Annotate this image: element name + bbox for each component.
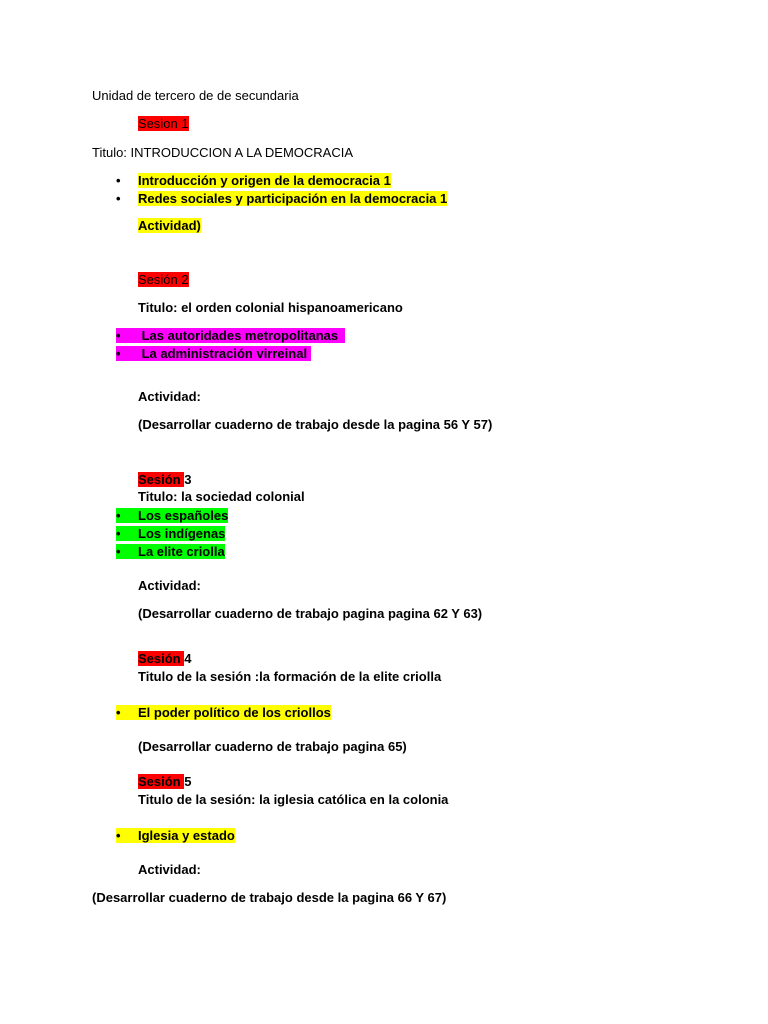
session-3-title: Titulo: la sociedad colonial	[138, 489, 305, 504]
list-item: • Redes sociales y participación en la democracia 1	[116, 191, 448, 206]
session-2-task: (Desarrollar cuaderno de trabajo desde la pagina 56 Y 57)	[138, 417, 493, 432]
session-3-task: (Desarrollar cuaderno de trabajo pagina pagina 62 Y 63)	[138, 606, 483, 621]
session-4-label: Sesión 4	[138, 651, 192, 666]
list-item: • Los españoles	[116, 508, 229, 523]
session-2-activity: Actividad:	[138, 389, 201, 404]
session-5-activity: Actividad:	[138, 862, 201, 877]
session-3-label: Sesión 3	[138, 472, 192, 487]
bullet-icon: •	[116, 346, 121, 361]
list-item: • Las autoridades metropolitanas	[116, 327, 345, 344]
bullet-icon: •	[116, 526, 121, 541]
bullet-icon: •	[116, 544, 121, 559]
list-item: • La elite criolla	[116, 544, 225, 559]
list-item: • Iglesia y estado	[116, 828, 235, 843]
bullet-icon: •	[116, 705, 121, 720]
list-item: • El poder político de los criollos	[116, 705, 331, 720]
list-item: • Los indígenas	[116, 526, 226, 541]
session-2-label: Sesión 2	[138, 272, 189, 287]
list-item: • Introducción y origen de la democracia 1	[116, 173, 391, 188]
bullet-icon: •	[116, 173, 121, 188]
session-5-title: Titulo de la sesión: la iglesia católica en la colonia	[138, 792, 449, 807]
bullet-icon: •	[116, 328, 121, 343]
session-1-label: Sesion 1	[138, 116, 189, 131]
bullet-icon: •	[116, 508, 121, 523]
bullet-icon: •	[116, 191, 121, 206]
session-4-title: Titulo de la sesión :la formación de la elite criolla	[138, 669, 442, 684]
session-5-task: (Desarrollar cuaderno de trabajo desde la pagina 66 Y 67)	[92, 890, 447, 905]
list-item: • La administración virreinal	[116, 345, 311, 362]
session-1-title: Titulo: INTRODUCCION A LA DEMOCRACIA	[92, 145, 354, 160]
session-2-title: Titulo: el orden colonial hispanoamericano	[138, 300, 403, 315]
session-4-task: (Desarrollar cuaderno de trabajo pagina 65)	[138, 739, 407, 754]
bullet-icon: •	[116, 828, 121, 843]
unit-title: Unidad de tercero de de secundaria	[92, 88, 299, 103]
session-5-label: Sesión 5	[138, 774, 192, 789]
session-3-activity: Actividad:	[138, 578, 201, 593]
session-1-activity: Actividad)	[138, 218, 201, 233]
